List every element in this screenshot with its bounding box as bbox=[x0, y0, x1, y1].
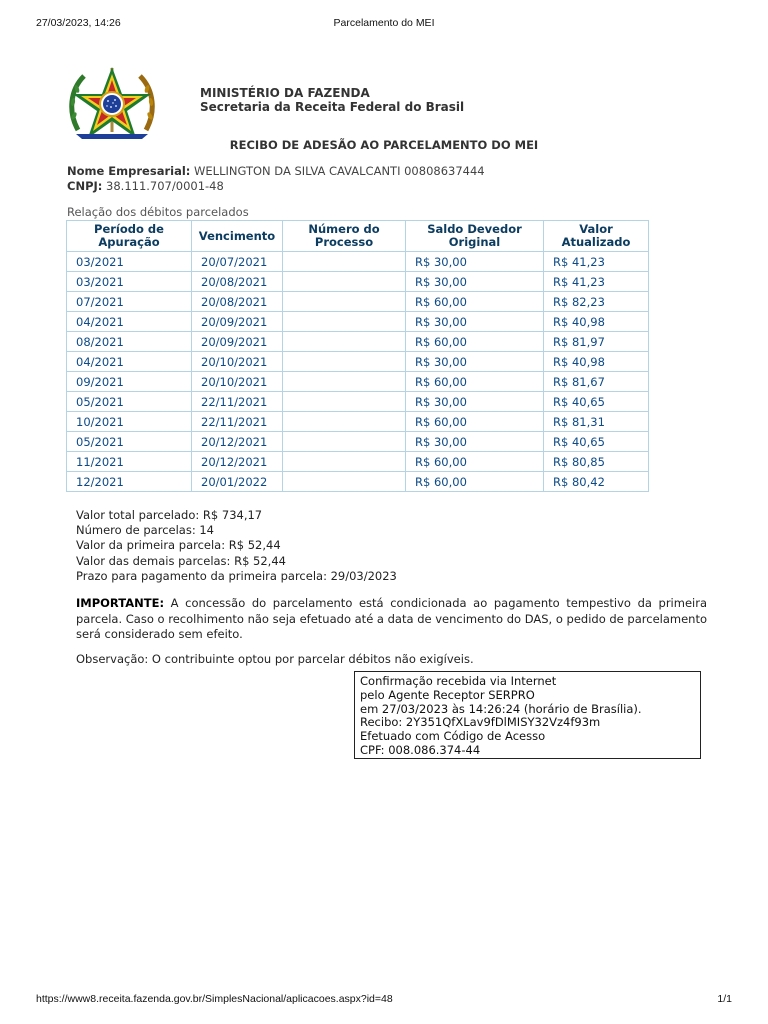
table-cell: R$ 30,00 bbox=[406, 352, 544, 372]
column-header: Período de Apuração bbox=[67, 221, 192, 252]
table-cell bbox=[283, 332, 406, 352]
table-cell bbox=[283, 252, 406, 272]
column-header: Vencimento bbox=[192, 221, 283, 252]
table-cell: 20/12/2021 bbox=[192, 452, 283, 472]
table-cell: 09/2021 bbox=[67, 372, 192, 392]
installment-summary bbox=[76, 508, 397, 584]
table-cell: R$ 30,00 bbox=[406, 432, 544, 452]
company-name: WELLINGTON DA SILVA CAVALCANTI 00808637444 bbox=[194, 164, 485, 178]
debts-table-label: Relação dos débitos parcelados bbox=[67, 205, 249, 219]
table-cell: 22/11/2021 bbox=[192, 392, 283, 412]
observation-text: Observação: O contribuinte optou por parcelar débitos não exigíveis. bbox=[76, 652, 474, 666]
table-row bbox=[67, 432, 649, 452]
table-cell: 03/2021 bbox=[67, 252, 192, 272]
table-row bbox=[67, 412, 649, 432]
table-cell: 20/10/2021 bbox=[192, 352, 283, 372]
table-cell: 07/2021 bbox=[67, 292, 192, 312]
column-header: Valor Atualizado bbox=[544, 221, 649, 252]
table-cell: 20/08/2021 bbox=[192, 272, 283, 292]
table-cell: R$ 60,00 bbox=[406, 472, 544, 492]
ministry-heading bbox=[200, 86, 464, 114]
cnpj-row bbox=[67, 179, 485, 194]
table-cell: R$ 40,98 bbox=[544, 312, 649, 332]
important-label: IMPORTANTE: bbox=[76, 596, 165, 610]
ministry-name: MINISTÉRIO DA FAZENDA bbox=[200, 86, 370, 100]
column-header: Número do Processo bbox=[283, 221, 406, 252]
table-cell: 04/2021 bbox=[67, 312, 192, 332]
first-payment-deadline: Prazo para pagamento da primeira parcela: 29/03/2023 bbox=[76, 568, 397, 583]
table-row bbox=[67, 472, 649, 492]
table-cell: R$ 60,00 bbox=[406, 412, 544, 432]
table-cell: 22/11/2021 bbox=[192, 412, 283, 432]
debts-table bbox=[66, 220, 649, 492]
table-cell bbox=[283, 292, 406, 312]
table-cell: R$ 41,23 bbox=[544, 252, 649, 272]
installment-count: Número de parcelas: 14 bbox=[76, 523, 214, 538]
table-cell bbox=[283, 312, 406, 332]
table-cell: 20/12/2021 bbox=[192, 432, 283, 452]
table-cell: 05/2021 bbox=[67, 392, 192, 412]
receipt-title: RECIBO DE ADESÃO AO PARCELAMENTO DO MEI bbox=[229, 138, 539, 152]
debts-table-header bbox=[67, 221, 649, 252]
receipt-code: Recibo: 2Y351QfXLav9fDlMISY32Vz4f93m bbox=[360, 715, 601, 730]
table-cell: R$ 40,98 bbox=[544, 352, 649, 372]
other-installments-value: Valor das demais parcelas: R$ 52,44 bbox=[76, 553, 286, 568]
table-cell: R$ 82,23 bbox=[544, 292, 649, 312]
table-cell bbox=[283, 452, 406, 472]
table-cell: R$ 40,65 bbox=[544, 392, 649, 412]
table-cell: 20/01/2022 bbox=[192, 472, 283, 492]
table-cell: R$ 60,00 bbox=[406, 372, 544, 392]
table-cell: 08/2021 bbox=[67, 332, 192, 352]
table-row bbox=[67, 372, 649, 392]
secretariat-name: Secretaria da Receita Federal do Brasil bbox=[200, 100, 465, 114]
table-cell: R$ 41,23 bbox=[544, 272, 649, 292]
total-amount: Valor total parcelado: R$ 734,17 bbox=[76, 508, 263, 522]
table-cell: 20/07/2021 bbox=[192, 252, 283, 272]
table-cell: 20/09/2021 bbox=[192, 332, 283, 352]
cnpj-label: CNPJ: bbox=[67, 178, 103, 193]
column-header: Saldo Devedor Original bbox=[406, 221, 544, 252]
table-cell: 10/2021 bbox=[67, 412, 192, 432]
table-cell bbox=[283, 272, 406, 292]
table-cell: R$ 81,97 bbox=[544, 332, 649, 352]
table-cell: R$ 30,00 bbox=[406, 252, 544, 272]
table-cell bbox=[283, 372, 406, 392]
important-text: A concessão do parcelamento está condicionada ao pagamento tempestivo da primeira parcela. Caso o recolhimento não seja efetuado até a data de vencimento do DAS, o pedido de parcelamento será considerado sem efeito. bbox=[76, 596, 707, 641]
confirmation-line: em 27/03/2023 às 14:26:24 (horário de Brasília). bbox=[360, 701, 642, 716]
confirmation-box bbox=[354, 671, 701, 759]
confirmation-line: Efetuado com Código de Acesso bbox=[360, 729, 546, 744]
table-cell: 20/08/2021 bbox=[192, 292, 283, 312]
table-cell: 03/2021 bbox=[67, 272, 192, 292]
table-cell bbox=[283, 412, 406, 432]
table-cell: 04/2021 bbox=[67, 352, 192, 372]
table-cell bbox=[283, 432, 406, 452]
taxpayer-identification bbox=[67, 164, 485, 193]
important-notice bbox=[76, 596, 707, 643]
coat-of-arms-icon bbox=[66, 64, 158, 140]
confirmation-line: pelo Agente Receptor SERPRO bbox=[360, 687, 535, 702]
table-row bbox=[67, 292, 649, 312]
table-cell: R$ 81,31 bbox=[544, 412, 649, 432]
first-installment-value: Valor da primeira parcela: R$ 52,44 bbox=[76, 538, 281, 553]
table-cell: R$ 30,00 bbox=[406, 272, 544, 292]
confirmation-line: Confirmação recebida via Internet bbox=[360, 674, 557, 688]
company-name-label: Nome Empresarial: bbox=[67, 164, 191, 178]
table-row bbox=[67, 272, 649, 292]
table-cell: R$ 60,00 bbox=[406, 332, 544, 352]
table-cell: 12/2021 bbox=[67, 472, 192, 492]
table-row bbox=[67, 332, 649, 352]
page-number: 1/1 bbox=[717, 993, 732, 1005]
table-row bbox=[67, 352, 649, 372]
company-name-row bbox=[67, 164, 485, 179]
table-cell bbox=[283, 392, 406, 412]
table-cell: R$ 30,00 bbox=[406, 392, 544, 412]
table-cell: 11/2021 bbox=[67, 452, 192, 472]
table-row bbox=[67, 312, 649, 332]
table-cell: R$ 81,67 bbox=[544, 372, 649, 392]
table-cell: 05/2021 bbox=[67, 432, 192, 452]
table-cell: R$ 80,42 bbox=[544, 472, 649, 492]
table-cell: R$ 30,00 bbox=[406, 312, 544, 332]
cpf-value: CPF: 008.086.374-44 bbox=[360, 742, 481, 757]
print-page-title: Parcelamento do MEI bbox=[333, 17, 435, 29]
table-cell: R$ 40,65 bbox=[544, 432, 649, 452]
table-cell: 20/09/2021 bbox=[192, 312, 283, 332]
print-datetime: 27/03/2023, 14:26 bbox=[36, 17, 121, 29]
table-cell: 20/10/2021 bbox=[192, 372, 283, 392]
table-row bbox=[67, 252, 649, 272]
table-row bbox=[67, 452, 649, 472]
table-row bbox=[67, 392, 649, 412]
table-cell: R$ 60,00 bbox=[406, 292, 544, 312]
table-cell: R$ 60,00 bbox=[406, 452, 544, 472]
page-url: https://www8.receita.fazenda.gov.br/SimplesNacional/aplicacoes.aspx?id=48 bbox=[36, 993, 393, 1005]
table-cell bbox=[283, 472, 406, 492]
cnpj-value: 38.111.707/0001-48 bbox=[106, 178, 224, 193]
table-cell: R$ 80,85 bbox=[544, 452, 649, 472]
table-cell bbox=[283, 352, 406, 372]
